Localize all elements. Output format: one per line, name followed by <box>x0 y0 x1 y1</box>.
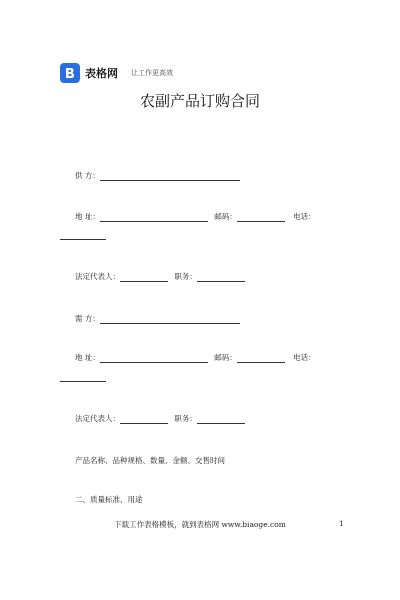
page-number: 1 <box>339 519 344 528</box>
buyer-label: 需 方： <box>75 314 100 323</box>
supplier-postcode-label: 邮码： <box>214 212 237 221</box>
buyer-phone-row <box>60 373 106 382</box>
clause-1: 产品名称、品种规格、数量、金额、交售时间 <box>75 456 225 465</box>
buyer-address-label: 地 址： <box>75 353 100 362</box>
supplier-address-label: 地 址： <box>75 212 100 221</box>
clause-2: 二、质量标准、用途 <box>75 495 143 504</box>
supplier-position-label: 职务： <box>174 272 197 281</box>
buyer-position-label: 职务： <box>174 414 197 423</box>
supplier-position-blank[interactable] <box>197 273 245 282</box>
document-title: 农副产品订购合同 <box>139 92 260 110</box>
buyer-address-blank[interactable] <box>100 354 208 363</box>
supplier-rep-row <box>75 271 245 282</box>
biaoge-logo-icon <box>60 63 80 83</box>
buyer-postcode-blank[interactable] <box>237 354 285 363</box>
supplier-postcode-blank[interactable] <box>237 213 285 222</box>
supplier-phone-label: 电话： <box>293 212 316 221</box>
buyer-position-blank[interactable] <box>197 415 245 424</box>
buyer-address-row <box>75 352 316 363</box>
buyer-row <box>75 313 240 324</box>
supplier-blank[interactable] <box>100 172 240 181</box>
supplier-label: 供 方： <box>75 171 100 180</box>
buyer-rep-label: 法定代表人： <box>75 414 120 423</box>
buyer-phone-label: 电话： <box>293 353 316 362</box>
supplier-phone-row <box>60 231 106 240</box>
buyer-postcode-label: 邮码： <box>214 353 237 362</box>
buyer-rep-row <box>75 413 245 424</box>
supplier-address-blank[interactable] <box>100 213 208 222</box>
supplier-rep-blank[interactable] <box>120 273 168 282</box>
buyer-phone-blank[interactable] <box>60 373 106 382</box>
brand-slogan: 让工作更高效 <box>131 69 173 77</box>
buyer-blank[interactable] <box>100 315 240 324</box>
supplier-row <box>75 170 240 181</box>
footer-text: 下载工作表格模板，就到表格网 www.biaoge.com <box>114 520 286 529</box>
brand-name: 表格网 <box>85 67 118 80</box>
supplier-rep-label: 法定代表人： <box>75 272 120 281</box>
supplier-phone-blank[interactable] <box>60 231 106 240</box>
buyer-rep-blank[interactable] <box>120 415 168 424</box>
supplier-address-row <box>75 211 316 222</box>
brand-logo <box>60 63 173 83</box>
